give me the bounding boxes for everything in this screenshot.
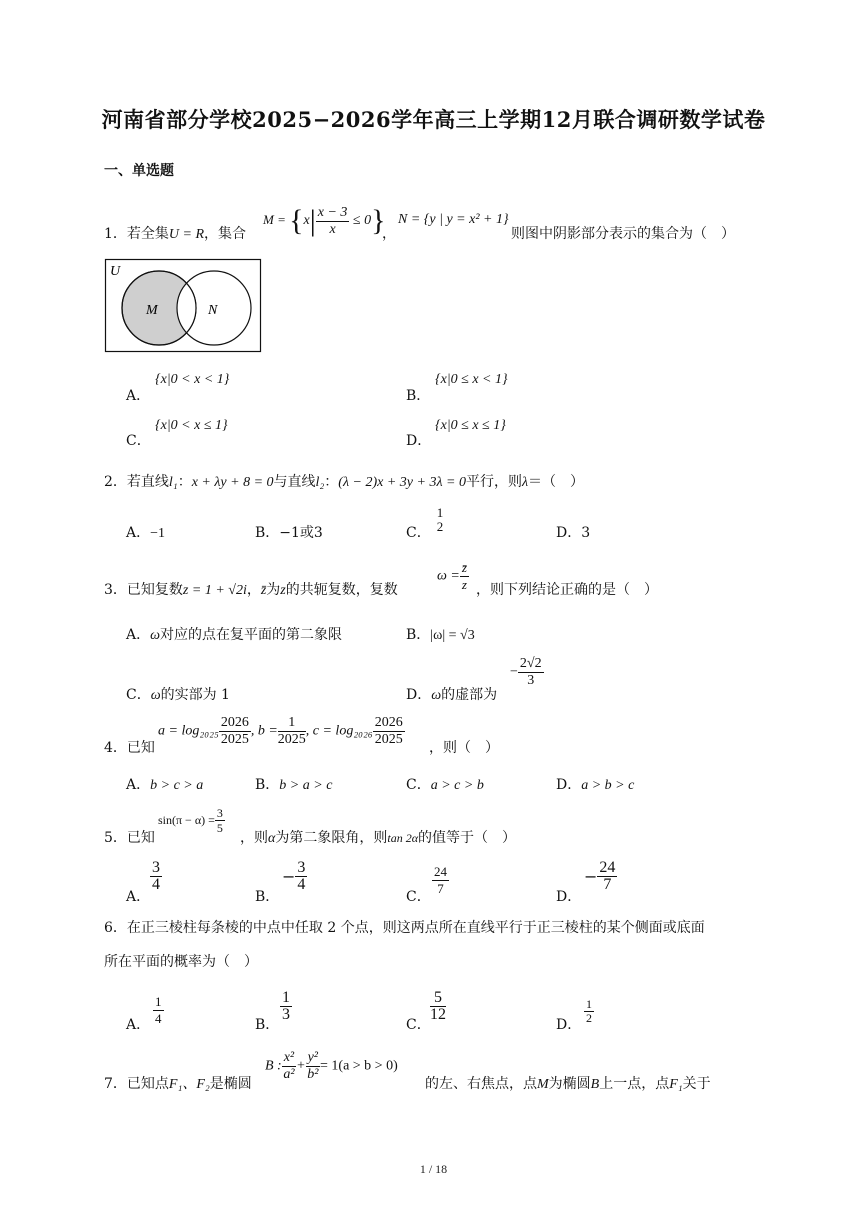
q3-option-c[interactable]: C．ω的实部为 1 bbox=[126, 687, 230, 703]
q5-option-b[interactable]: B． bbox=[255, 889, 280, 905]
venn-label-U: U bbox=[110, 264, 121, 279]
venn-label-M: M bbox=[146, 303, 158, 318]
set-M-expression: M = {x| $\frac{x - 3}{x}$ ≤ 0} bbox=[263, 204, 386, 237]
venn-label-N: N bbox=[208, 303, 218, 318]
question-5: 5．已知 bbox=[104, 830, 155, 846]
q3-option-d[interactable]: D．ω的虚部为 bbox=[406, 687, 498, 703]
q4-option-c[interactable]: C．a > c > b bbox=[406, 777, 484, 793]
q2-option-a[interactable]: A．−1 bbox=[126, 525, 166, 541]
q6-option-b-fraction: $\frac{1}{3}$ bbox=[282, 989, 290, 1023]
q1-option-a-text: {x|0 < x < 1} bbox=[155, 372, 230, 387]
q1-option-c-text: {x|0 < x ≤ 1} bbox=[155, 418, 228, 433]
omega-definition: ω = $\frac{z̄}{z}$ bbox=[437, 560, 467, 592]
q1-option-d[interactable]: D． bbox=[406, 433, 432, 449]
q5-option-c-fraction: $\frac{24}{7}$ bbox=[434, 864, 447, 896]
q2-option-d[interactable]: D．3 bbox=[556, 525, 591, 541]
question-4: 4．已知 bbox=[104, 740, 155, 756]
q5-option-d[interactable]: D． bbox=[556, 889, 582, 905]
ellipse-equation: B : $\frac{\text{x²}}{\text{a²}}$ + $\frac{\text{y²}}{\text{b²}}$ = 1(a > b > 0) bbox=[265, 1050, 398, 1082]
q4-option-b[interactable]: B．b > a > c bbox=[255, 777, 333, 793]
q4-definitions: a = log₂₀₂₅ $\frac{2026}{2025}$ , b = $\frac{1}{2025}$ , c = log₂₀₂₆ $\frac{2026}{2025}$ bbox=[158, 715, 403, 747]
q5-option-a-fraction: $\frac{3}{4}$ bbox=[152, 859, 160, 893]
q6-option-a-fraction: $\frac{1}{4}$ bbox=[155, 994, 162, 1026]
q1-number: 1． bbox=[104, 226, 127, 242]
q5-given: sin(π − α) = $\frac{3}{5}$ bbox=[158, 806, 223, 835]
q3-option-a[interactable]: A．ω对应的点在复平面的第二象限 bbox=[126, 627, 343, 643]
question-2: 2．若直线l₁：x + λy + 8 = 0与直线l₂：(λ − 2)x + 3y + 3λ = 0平行，则λ＝（ ） bbox=[104, 474, 585, 490]
q1-option-a[interactable]: A． bbox=[126, 388, 151, 404]
q3-option-b[interactable]: B．|ω| = √3 bbox=[406, 627, 475, 643]
question-3: 3．已知复数z = 1 + √2i，z̄为z的共轭复数，复数 bbox=[104, 582, 398, 598]
q3-option-d-fraction: − $\frac{2√2}{3}$ bbox=[510, 656, 542, 688]
q2-option-c-fraction: 1 2 bbox=[436, 505, 444, 534]
q5-option-d-fraction: − $\frac{24}{7}$ bbox=[584, 859, 616, 893]
q6-option-b[interactable]: B． bbox=[255, 1017, 280, 1033]
q5-option-c[interactable]: C． bbox=[406, 889, 431, 905]
question-6-line-1: 6．在正三棱柱每条棱的中点中任取 2 个点，则这两点所在直线平行于正三棱柱的某个侧面或底面 bbox=[104, 920, 705, 936]
q5-option-b-fraction: − $\frac{3}{4}$ bbox=[282, 859, 306, 893]
q6-option-d-fraction: $\frac{1}{2}$ bbox=[586, 997, 592, 1025]
q6-option-d[interactable]: D． bbox=[556, 1017, 582, 1033]
section-heading: 一、单选题 bbox=[104, 163, 174, 179]
page-number: 1 / 18 bbox=[419, 1162, 448, 1176]
q5-option-a[interactable]: A． bbox=[126, 889, 151, 905]
q6-option-c[interactable]: C． bbox=[406, 1017, 431, 1033]
q2-option-b[interactable]: B．−1或3 bbox=[255, 525, 323, 541]
q2-option-c[interactable]: C． bbox=[406, 525, 431, 541]
q6-option-a[interactable]: A． bbox=[126, 1017, 151, 1033]
q4-option-a[interactable]: A．b > c > a bbox=[126, 777, 204, 793]
q1-option-b[interactable]: B． bbox=[406, 388, 431, 404]
question-1: 1．若全集U = R，集合 bbox=[104, 226, 247, 242]
q1-option-c[interactable]: C． bbox=[126, 433, 151, 449]
question-7: 7．已知点F₁、F₂是椭圆 bbox=[104, 1076, 252, 1092]
q1-option-d-text: {x|0 ≤ x ≤ 1} bbox=[435, 418, 506, 433]
q1-option-b-text: {x|0 ≤ x < 1} bbox=[435, 372, 508, 387]
venn-diagram bbox=[104, 258, 264, 354]
set-N-expression: N = {y | y = x² + 1} bbox=[398, 212, 509, 227]
q4-option-d[interactable]: D．a > b > c bbox=[556, 777, 635, 793]
page-title: 河南省部分学校2025−2026学年高三上学期12月联合调研数学试卷 bbox=[101, 107, 766, 132]
question-6-line-2: 所在平面的概率为（ ） bbox=[104, 954, 258, 970]
q6-option-c-fraction: $\frac{5}{12}$ bbox=[430, 989, 446, 1023]
